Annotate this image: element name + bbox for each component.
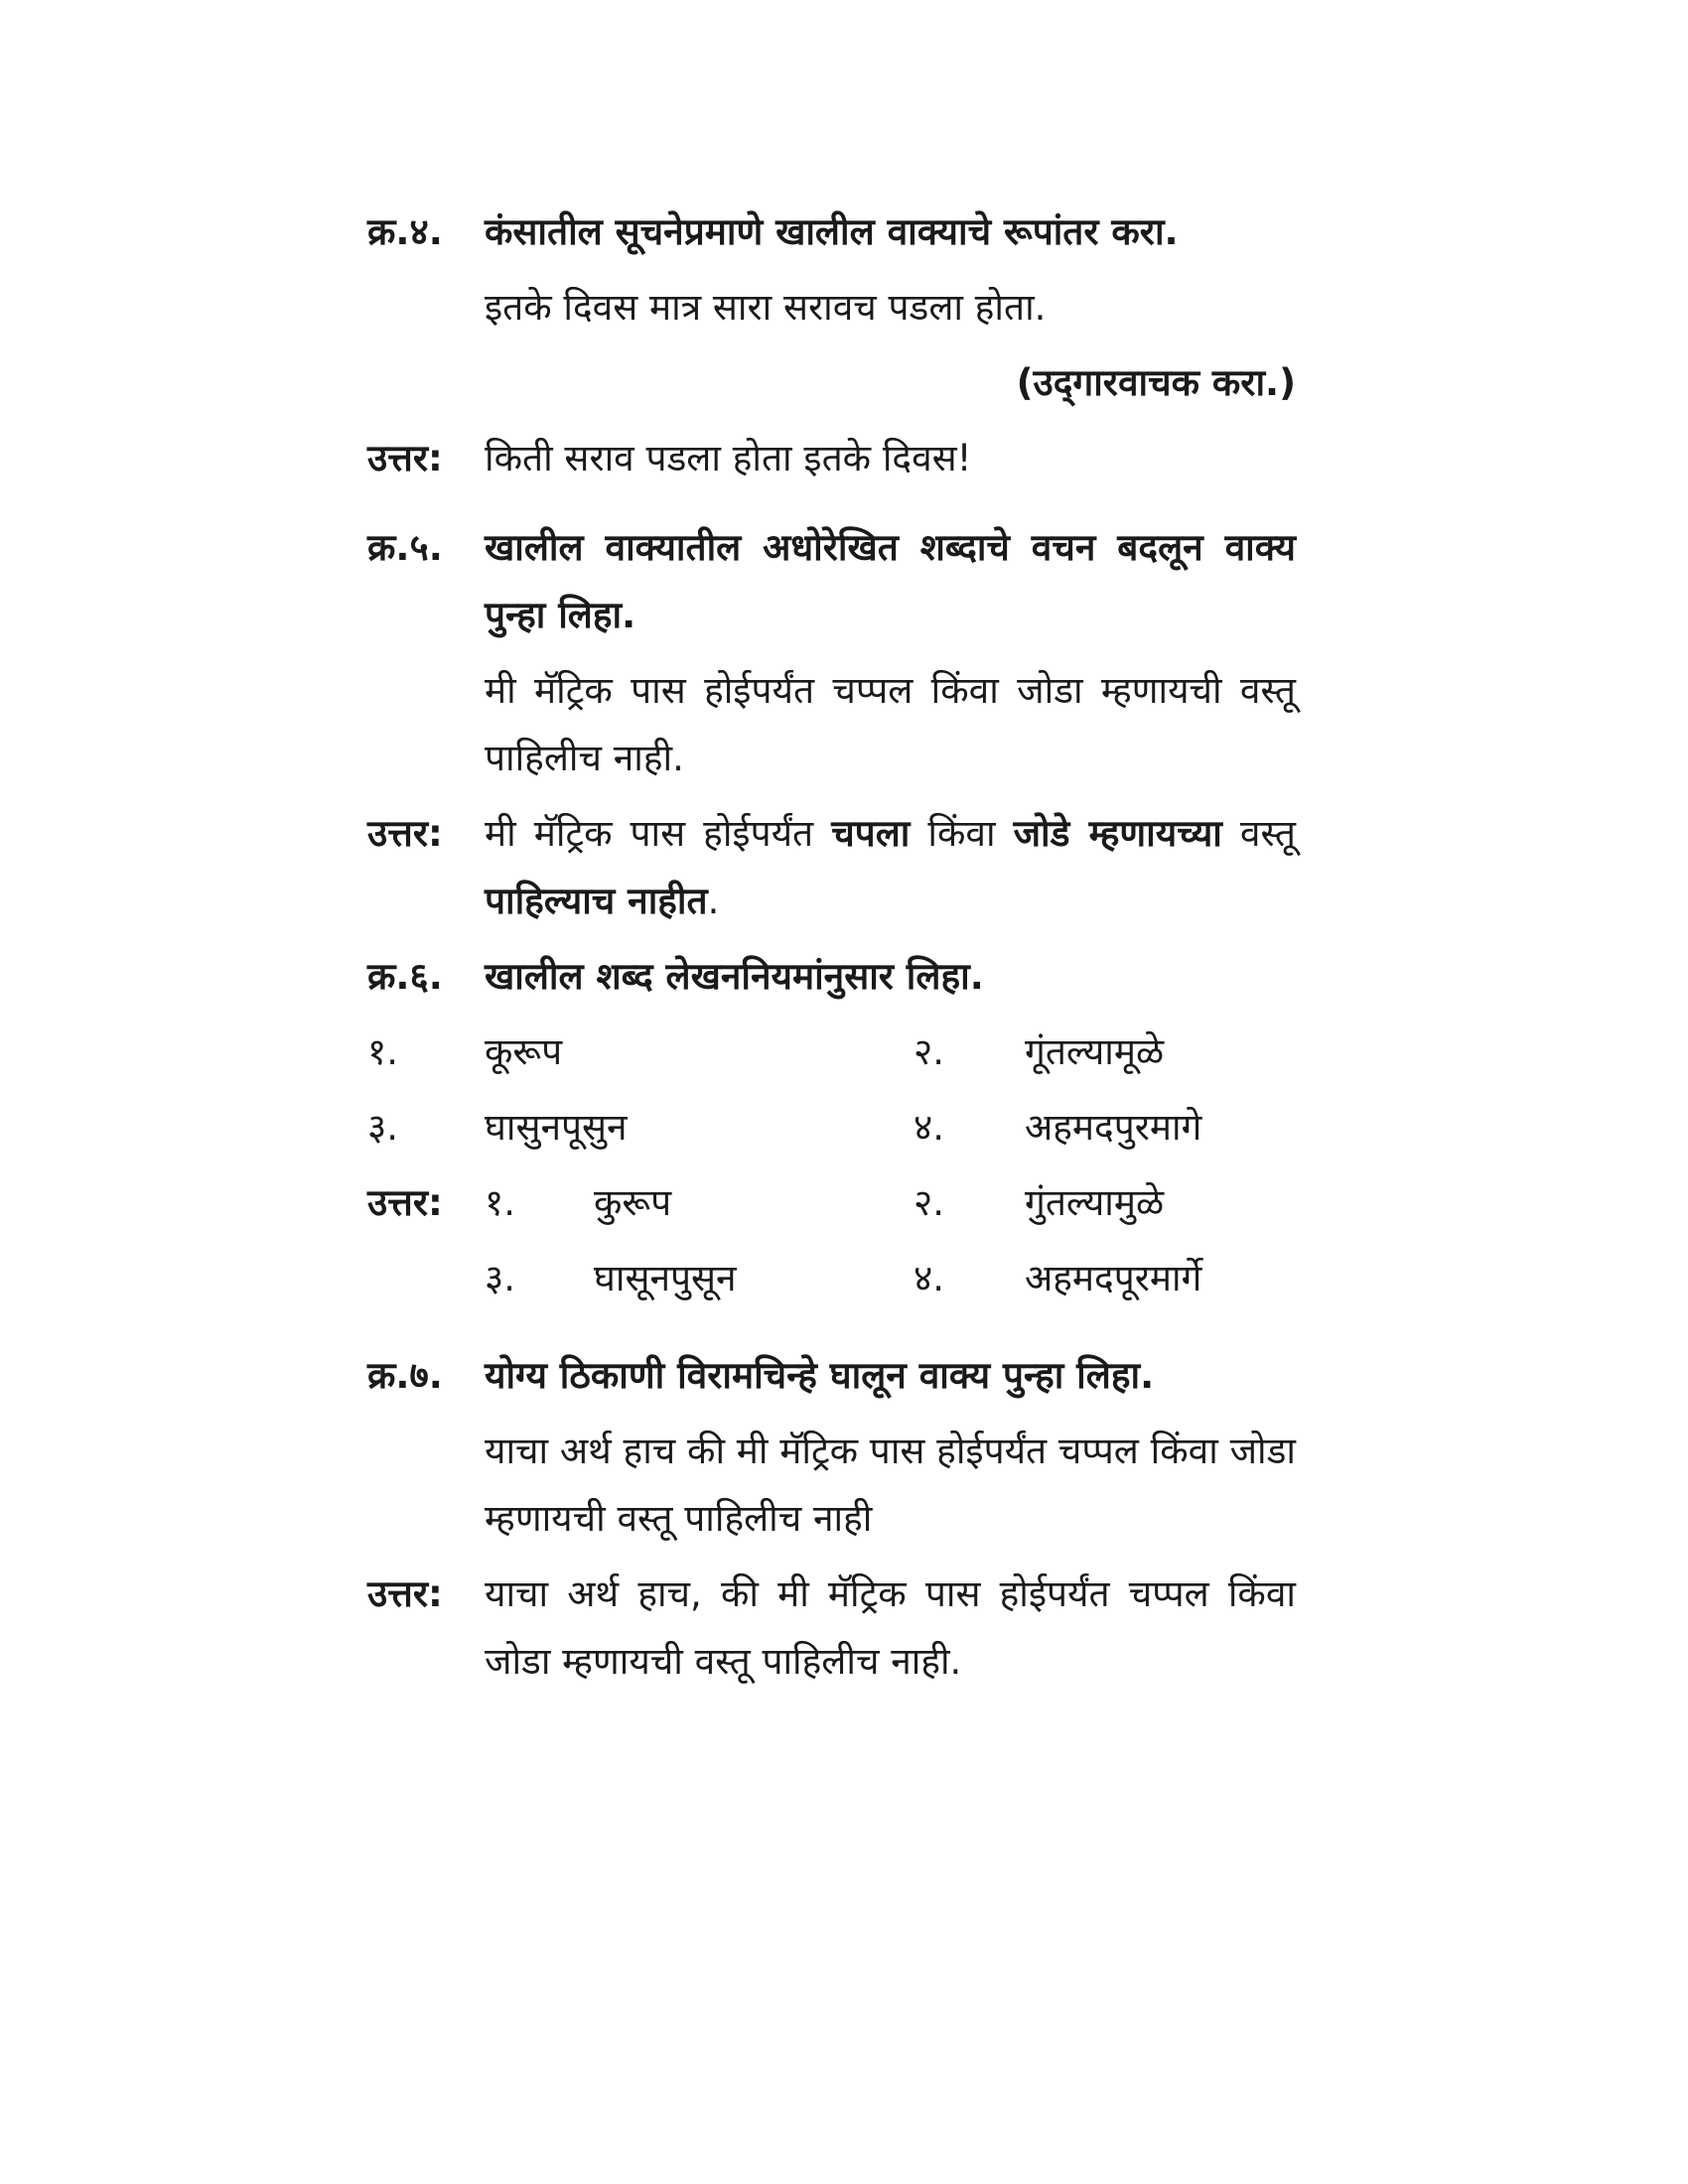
q7-question: [367, 1342, 1296, 1553]
q7-question-text: योग्य ठिकाणी विरामचिन्हे घालून वाक्य पुन्हा लिहा.: [485, 1354, 1155, 1397]
q5-answer-text: [485, 800, 1296, 935]
q6-word-row: [367, 1094, 1296, 1169]
q4-answer-label: उत्तर:: [367, 437, 443, 479]
q6-word: अहमदपुरमागे: [1025, 1106, 1202, 1149]
q6-answer-word: गुंतल्यामुळे: [1025, 1181, 1165, 1224]
q7-sentence: याचा अर्थ हाच की मी मॅट्रिक पास होईपर्यंत चप्पल किंवा जोडा म्हणायची वस्तू पाहिलीच नाही: [485, 1430, 1296, 1540]
q4-answer-text: किती सराव पडला होता इतके दिवस!: [485, 437, 972, 479]
q6-word: गूंतल्यामूळे: [1025, 1030, 1165, 1073]
q6-word: घासुनपूसुन: [485, 1106, 628, 1149]
q7-answer-text: याचा अर्थ हाच, की मी मॅट्रिक पास होईपर्यंत चप्पल किंवा जोडा म्हणायची वस्तू पाहिलीच नाही.: [485, 1572, 1296, 1683]
q6-word: कूरूप: [485, 1030, 563, 1073]
q6-answer-number: १.: [485, 1181, 516, 1224]
q6-word-number: २.: [914, 1030, 945, 1073]
q5-answer-part-bold: पाहिल्याच नाहीत: [485, 880, 708, 922]
worksheet-page: [367, 199, 1296, 1696]
q5-answer-part: किंवा: [910, 812, 1014, 855]
q5-question-text: खालील वाक्यातील अधोरेखित शब्दाचे वचन बदलून वाक्य पुन्हा लिहा.: [485, 526, 1296, 636]
q6-word-number: १.: [367, 1030, 399, 1073]
q4-sentence: इतके दिवस मात्र सारा सरावच पडला होता.: [485, 286, 1047, 329]
q6-answer-row: [367, 1169, 1296, 1245]
q5-label: क्र.५.: [367, 526, 443, 569]
q6-answer-number: २.: [914, 1181, 945, 1224]
q7-answer-label: उत्तर:: [367, 1572, 443, 1615]
q6-answer-word: घासूनपुसून: [594, 1257, 737, 1299]
q5-answer-label: उत्तर:: [367, 812, 443, 855]
q4-answer: [367, 425, 1296, 492]
q4-instruction: (उद्‌गारवाचक करा.): [1016, 361, 1296, 404]
q6-answer-word: कुरूप: [594, 1181, 672, 1224]
q6-answer-word: अहमदपूरमार्गे: [1025, 1257, 1202, 1299]
q4-question: [367, 199, 1296, 341]
q5-answer-part-bold: जोडे म्हणायच्या: [1013, 812, 1222, 855]
q4-label: क्र.४.: [367, 210, 443, 253]
q5-answer: [367, 800, 1296, 935]
q6-word-number: ४.: [914, 1106, 945, 1149]
q6-answer-number: ३.: [485, 1257, 516, 1299]
q5-question: [367, 514, 1296, 792]
q6-word-row: [367, 1019, 1296, 1094]
q5-answer-part: वस्तू: [1221, 812, 1296, 855]
q5-answer-part-bold: चपला: [831, 812, 911, 855]
q6-word-number: ३.: [367, 1106, 399, 1149]
q7-label: क्र.७.: [367, 1354, 443, 1397]
q6-answer-number: ४.: [914, 1257, 945, 1299]
q6-label: क्र.६.: [367, 955, 443, 998]
q6-question-text: खालील शब्द लेखननियमांनुसार लिहा.: [485, 955, 984, 998]
q5-answer-part: .: [707, 880, 720, 922]
q6-answer-row: [367, 1245, 1296, 1320]
q6-answer-label: उत्तर:: [367, 1181, 443, 1224]
q4-question-text: कंसातील सूचनेप्रमाणे खालील वाक्याचे रूपांतर करा.: [485, 210, 1179, 253]
q5-sentence: मी मॅट्रिक पास होईपर्यंत चप्पल किंवा जोडा म्हणायची वस्तू पाहिलीच नाही.: [485, 669, 1296, 779]
q7-answer: [367, 1561, 1296, 1696]
q5-answer-part: मी मॅट्रिक पास होईपर्यंत: [485, 812, 832, 855]
q6-question: [367, 943, 1296, 1011]
